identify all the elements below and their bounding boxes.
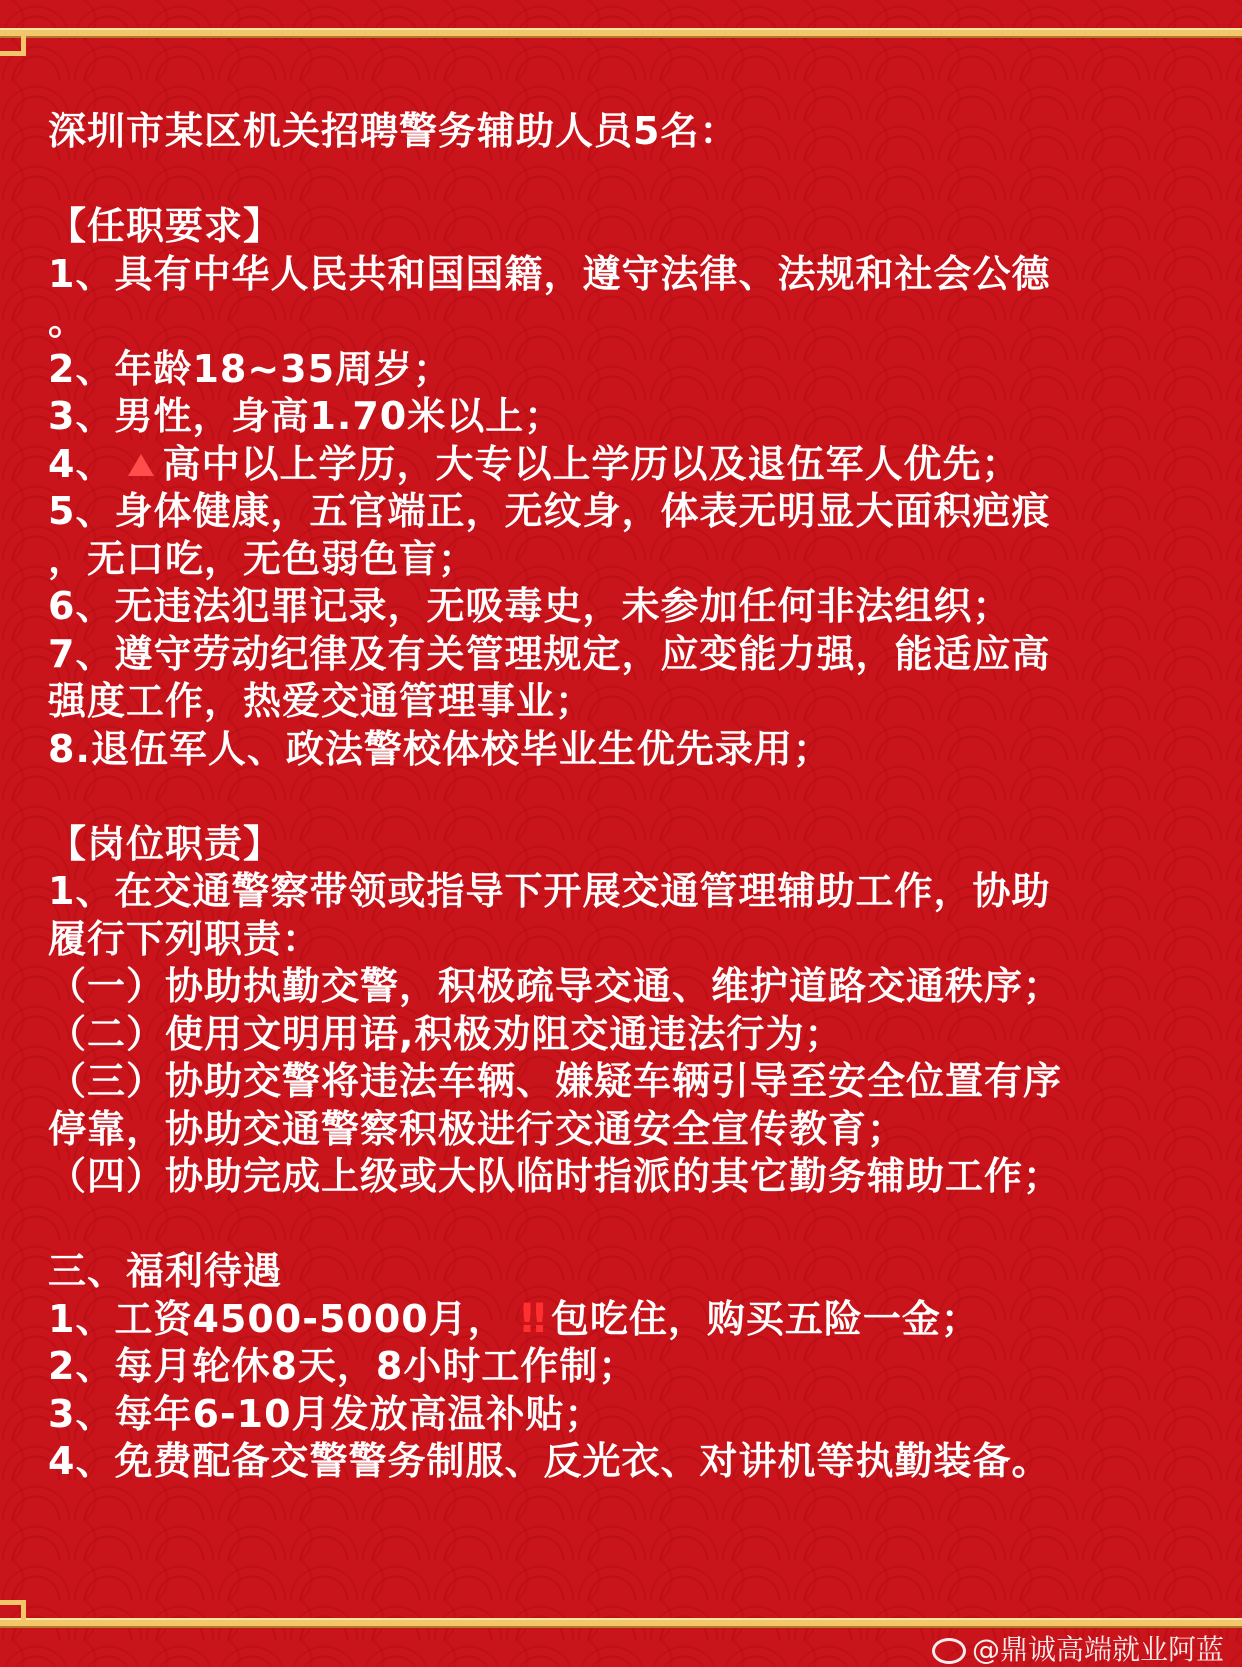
requirement-1-cont: 。 (48, 299, 88, 343)
duty-1: 1、在交通警察带领或指导下开展交通管理辅助工作，协助 (48, 869, 1051, 913)
benefit-1 (48, 1296, 1228, 1344)
requirement-2: 2、年龄18~35周岁； (48, 346, 453, 391)
duty-item-3: （三）协助交警将违法车辆、嫌疑车辆引导至安全位置有序 (48, 1059, 1063, 1103)
benefit-2: 2、每月轮休8天，8小时工作制； (48, 1344, 638, 1388)
spacer (48, 773, 1228, 821)
requirement-3: 3、男性，身高1.70米以上； (48, 394, 564, 438)
duty-item-2: （二）使用文明用语,积极劝阻交通违法行为； (48, 1011, 844, 1056)
red-triangle-icon (128, 454, 154, 476)
requirement-7-cont: 强度工作，热爱交通管理事业； (48, 679, 595, 723)
benefit-1-prefix: 1、工资4500-5000月， (48, 1296, 507, 1341)
duty-item-1: （一）协助执勤交警，积极疏导交通、维护道路交通秩序； (48, 964, 1063, 1008)
double-exclamation-icon: ‼ (520, 1295, 547, 1342)
benefit-1-text: 包吃住，购买五险一金； (550, 1296, 980, 1341)
duty-1-cont: 履行下列职责： (48, 916, 322, 961)
spacer (48, 156, 1228, 204)
benefits-heading: 三、福利待遇 (48, 1249, 283, 1293)
benefit-3: 3、每年6-10月发放高温补贴； (48, 1391, 604, 1436)
duties-heading: 【岗位职责】 (48, 821, 283, 866)
duty-item-4: （四）协助完成上级或大队临时指派的其它勤务辅助工作； (48, 1154, 1063, 1198)
requirement-4-text: 高中以上学历，大专以上学历以及退伍军人优先； (162, 441, 1021, 486)
requirement-6: 6、无违法犯罪记录，无吸毒史，未参加任何非法组织； (48, 584, 1012, 628)
job-posting (48, 108, 1228, 1486)
requirement-5: 5、身体健康，五官端正，无纹身，体表无明显大面积疤痕 (48, 489, 1051, 533)
duty-item-3-cont: 停靠，协助交通警察积极进行交通安全宣传教育； (48, 1106, 907, 1151)
weibo-icon (932, 1638, 966, 1664)
weibo-watermark (932, 1633, 1224, 1667)
requirement-4-prefix: 4、 (48, 441, 115, 486)
requirements-heading: 【任职要求】 (48, 204, 283, 248)
requirement-7: 7、遵守劳动纪律及有关管理规定，应变能力强，能适应高 (48, 631, 1051, 676)
requirement-5-cont: ，无口吃，无色弱色盲； (48, 536, 478, 581)
top-left-corner-ornament (0, 30, 26, 56)
requirement-1: 1、具有中华人民共和国国籍，遵守法律、法规和社会公德 (48, 251, 1051, 296)
page-title: 深圳市某区机关招聘警务辅助人员5名： (48, 109, 739, 153)
requirement-8: 8.退伍军人、政法警校体校毕业生优先录用； (48, 726, 832, 771)
bottom-left-corner-ornament (0, 1600, 26, 1626)
bottom-border (0, 1618, 1242, 1628)
requirement-4 (48, 441, 1228, 489)
top-border (0, 28, 1242, 38)
watermark-text: @鼎诚高端就业阿蓝 (971, 1633, 1224, 1666)
benefit-4: 4、免费配备交警警务制服、反光衣、对讲机等执勤装备。 (48, 1439, 1051, 1483)
spacer (48, 1201, 1228, 1249)
